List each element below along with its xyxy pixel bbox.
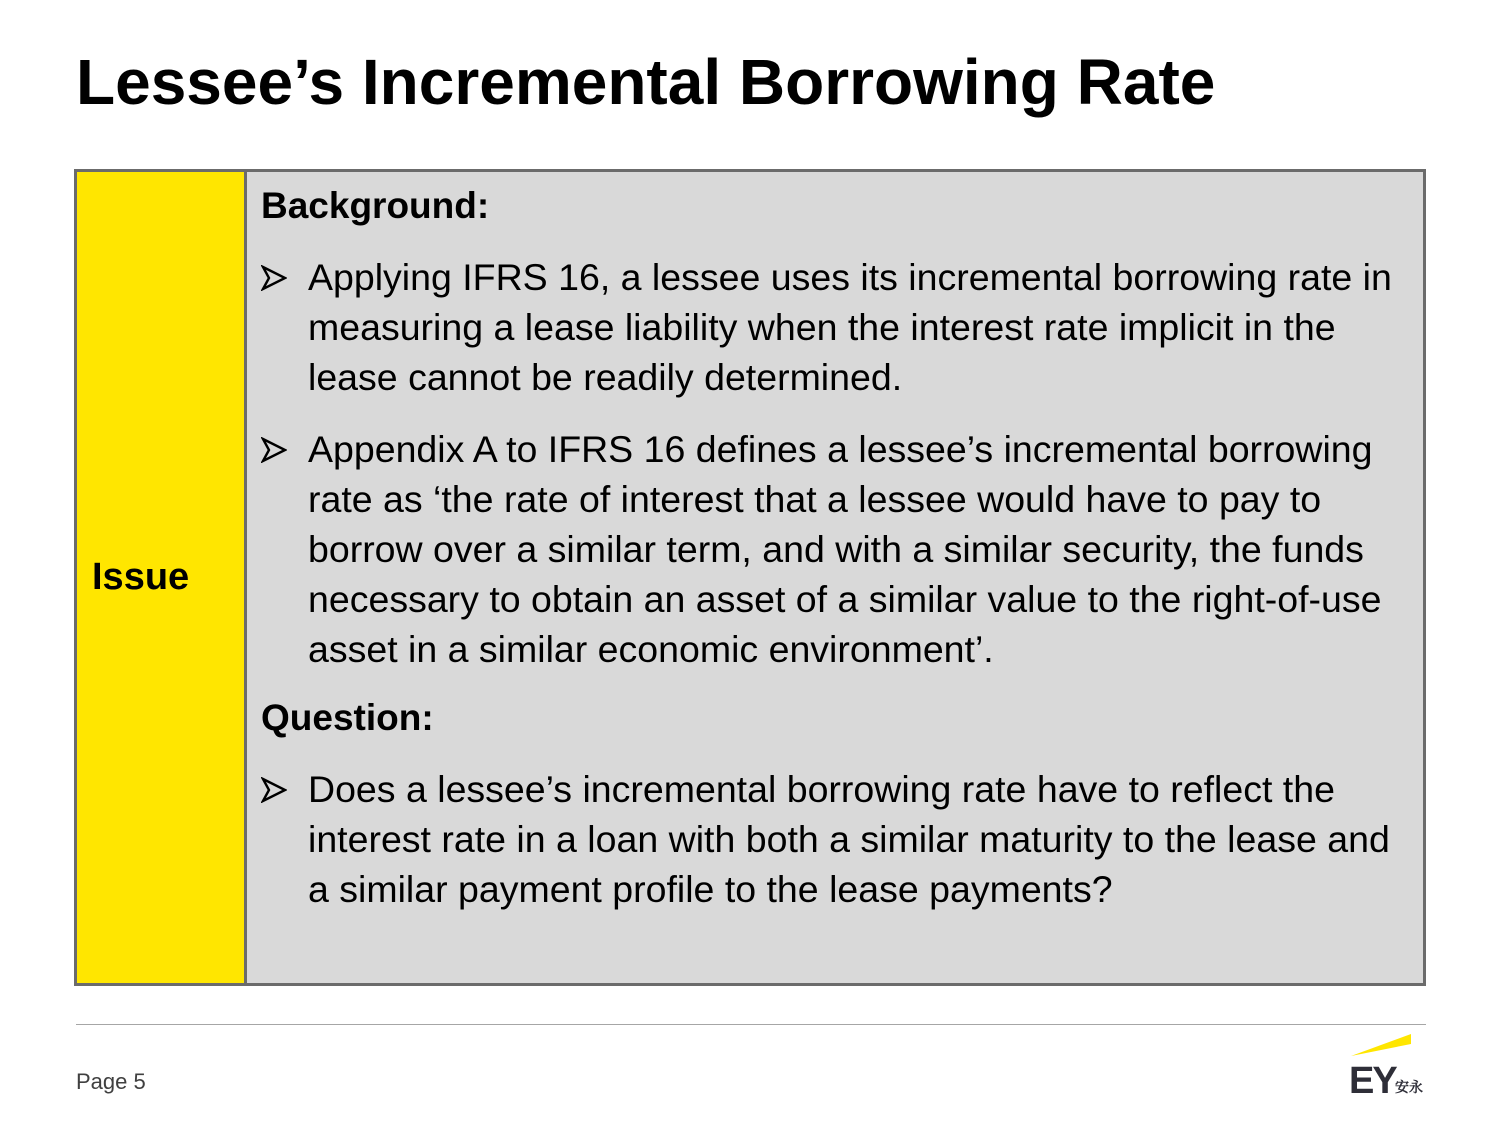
arrowhead-bullet-icon — [261, 424, 308, 674]
background-bullet-text: Appendix A to IFRS 16 defines a lessee’s incremental borrowing rate as ‘the rate of interest that a lessee would have to pay to borrow over a similar term, and with a similar security, the funds necessary to obtain an asset of a similar value to the right-of-use asset in a similar economic environment’. — [308, 428, 1382, 670]
ey-yellow-beam-icon — [1347, 1032, 1429, 1062]
issue-content-cell — [247, 172, 1423, 983]
slide-title: Lessee’s Incremental Borrowing Rate — [76, 46, 1216, 118]
arrowhead-bullet-icon — [261, 764, 308, 914]
footer-divider — [76, 1024, 1426, 1025]
background-bullet-1 — [261, 252, 1407, 402]
issue-table — [74, 169, 1426, 986]
ey-logo-chinese-text: 安永 — [1395, 1079, 1423, 1095]
question-heading: Question: — [261, 697, 434, 738]
question-bullet-text: Does a lessee’s incremental borrowing rate have to reflect the interest rate in a loan with both a similar maturity to the lease and a similar payment profile to the lease payments? — [308, 768, 1390, 910]
question-bullet-1 — [261, 764, 1407, 914]
arrowhead-bullet-icon — [261, 252, 308, 402]
ey-logo-text: EY — [1349, 1060, 1396, 1102]
ey-logo — [1347, 1032, 1429, 1100]
issue-label-cell — [77, 172, 247, 983]
page-number: Page 5 — [76, 1069, 146, 1094]
background-bullet-2 — [261, 424, 1407, 674]
background-bullet-text: Applying IFRS 16, a lessee uses its incremental borrowing rate in measuring a lease liability when the interest rate implicit in the lease cannot be readily determined. — [308, 256, 1392, 398]
background-heading: Background: — [261, 185, 490, 226]
issue-label: Issue — [92, 556, 190, 598]
